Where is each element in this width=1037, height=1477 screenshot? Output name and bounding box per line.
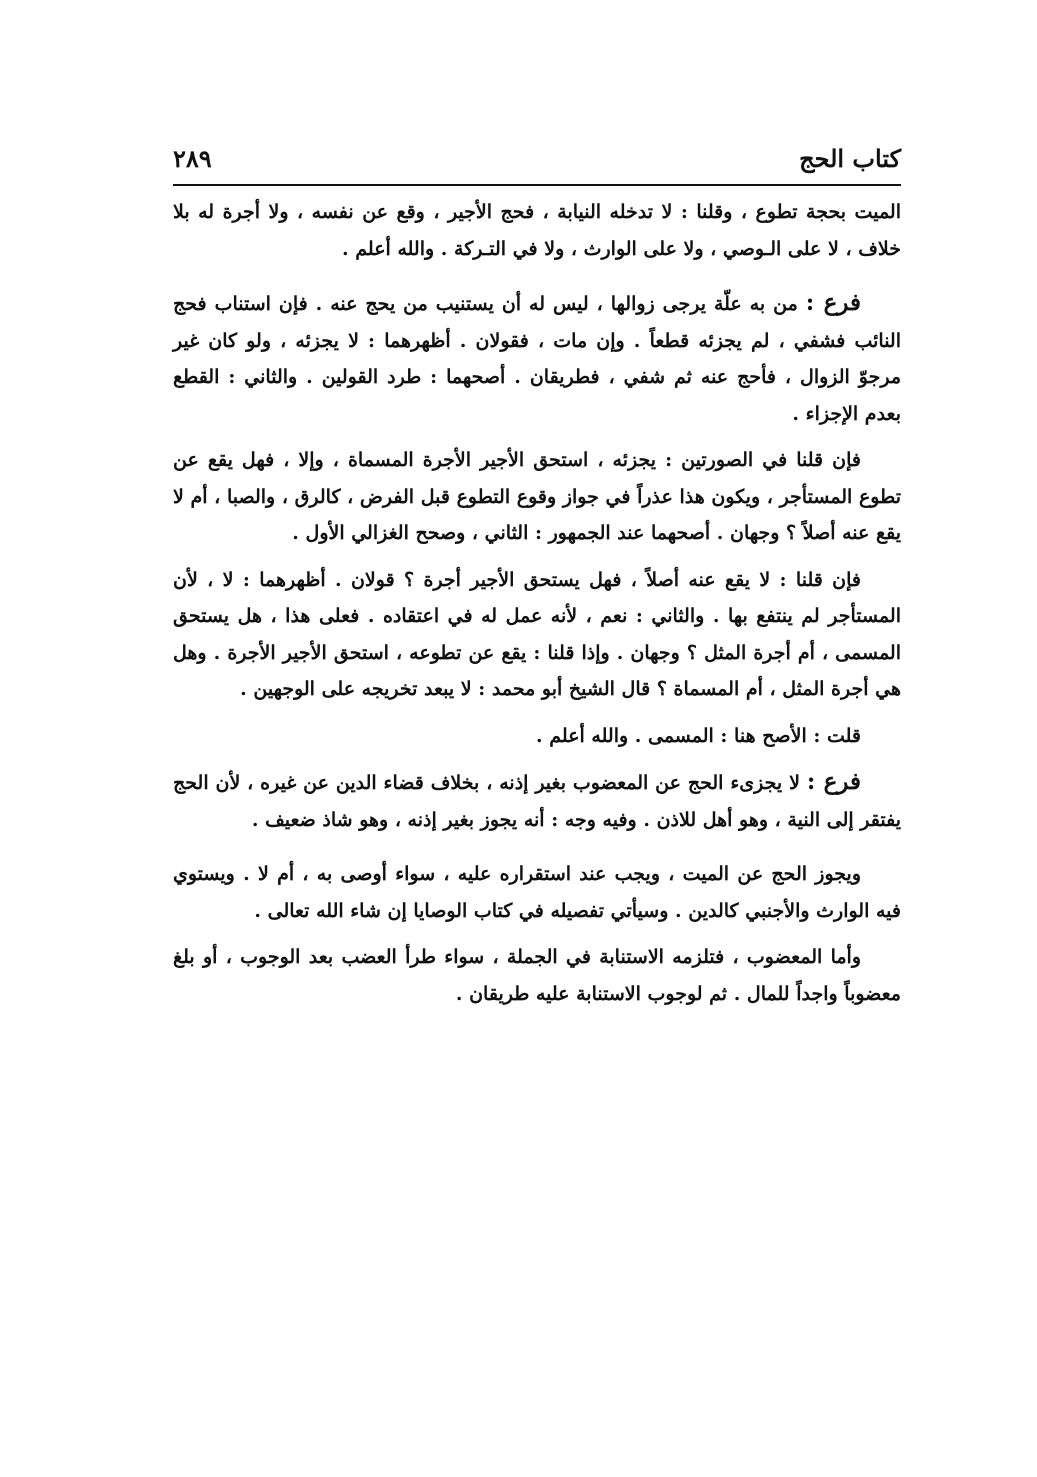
paragraph-text: فإن قلنا : لا يقع عنه أصلاً ، فهل يستحق الأجير أجرة ؟ قولان . أظهرهما : لا ، لأن المستأجر لم ينتفع بها . والثاني : نعم ، لأنه عمل له في اعتقاده . فعلى هذا ، هل يستحق المسمى ، أم أجرة المثل ؟ وجهان . وإذا قلنا : يقع عن تطوعه ، استحق الأجير الأجرة . وهل هي أجرة المثل ، أم المسماة ؟ قال الشيخ أبو محمد : لا يبعد تخريجه على الوجهين . bbox=[173, 568, 901, 700]
paragraph-text: لا يجزىء الحج عن المعضوب بغير إذنه ، بخلاف قضاء الدين عن غيره ، لأن الحج يفتقر إلى النية ، وهو أهل للاذن . وفيه وجه : أنه يجوز بغير إذنه ، وهو شاذ ضعيف . bbox=[173, 772, 901, 831]
paragraph-1 bbox=[173, 194, 901, 267]
paragraph-8 bbox=[173, 939, 901, 1012]
paragraph-2 bbox=[173, 285, 901, 432]
header-rule bbox=[173, 184, 901, 186]
paragraph-text: ويجوز الحج عن الميت ، ويجب عند استقراره عليه ، سواء أوصى به ، أم لا . ويستوي فيه الوارث والأجنبي كالدين . وسيأتي تفصيله في كتاب الوصايا إن شاء الله تعالى . bbox=[173, 863, 901, 922]
paragraph-7 bbox=[173, 856, 901, 929]
page-header bbox=[173, 140, 901, 186]
paragraph-text: فإن قلنا في الصورتين : يجزئه ، استحق الأجير الأجرة المسماة ، وإلا ، فهل يقع عن تطوع المستأجر ، ويكون هذا عذراً في جواز وقوع التطوع قبل الفرض ، كالرق ، والصبا ، أم لا يقع عنه أصلاً ؟ وجهان . أصحهما عند الجمهور : الثاني ، وصحح الغزالي الأول . bbox=[173, 449, 901, 544]
paragraph-text: من به علّة يرجى زوالها ، ليس له أن يستنيب من يحج عنه . فإن استناب فحج النائب فشفي ، لم يجزئه قطعاً . وإن مات ، فقولان . أظهرهما : لا يجزئه ، ولو كان غير مرجوّ الزوال ، فأحج عنه ثم شفي ، فطريقان . أصحهما : طرد القولين . والثاني : القطع بعدم الإجزاء . bbox=[173, 293, 901, 425]
paragraph-5 bbox=[173, 718, 901, 755]
paragraph-4 bbox=[173, 562, 901, 708]
running-title: كتاب الحج bbox=[799, 144, 901, 173]
paragraph-6 bbox=[173, 764, 901, 838]
paragraph-3 bbox=[173, 442, 901, 552]
section-lead: فرع : bbox=[805, 289, 861, 316]
page-number: ٢٨٩ bbox=[173, 144, 212, 173]
paragraph-text: قلت : الأصح هنا : المسمى . والله أعلم . bbox=[536, 724, 861, 747]
paragraph-text: وأما المعضوب ، فتلزمه الاستنابة في الجملة ، سواء طرأ العضب بعد الوجوب ، أو بلغ معضوباً واجداً للمال . ثم لوجوب الاستنابة عليه طريقان . bbox=[173, 946, 901, 1005]
body-text bbox=[173, 194, 901, 1022]
paragraph-text: الميت بحجة تطوع ، وقلنا : لا تدخله النيابة ، فحج الأجير ، وقع عن نفسه ، ولا أجرة له بلا خلاف ، لا على الـوصي ، ولا على الوارث ، ولا في التـركة . والله أعلم . bbox=[173, 201, 901, 260]
section-lead: فرع : bbox=[806, 768, 861, 795]
